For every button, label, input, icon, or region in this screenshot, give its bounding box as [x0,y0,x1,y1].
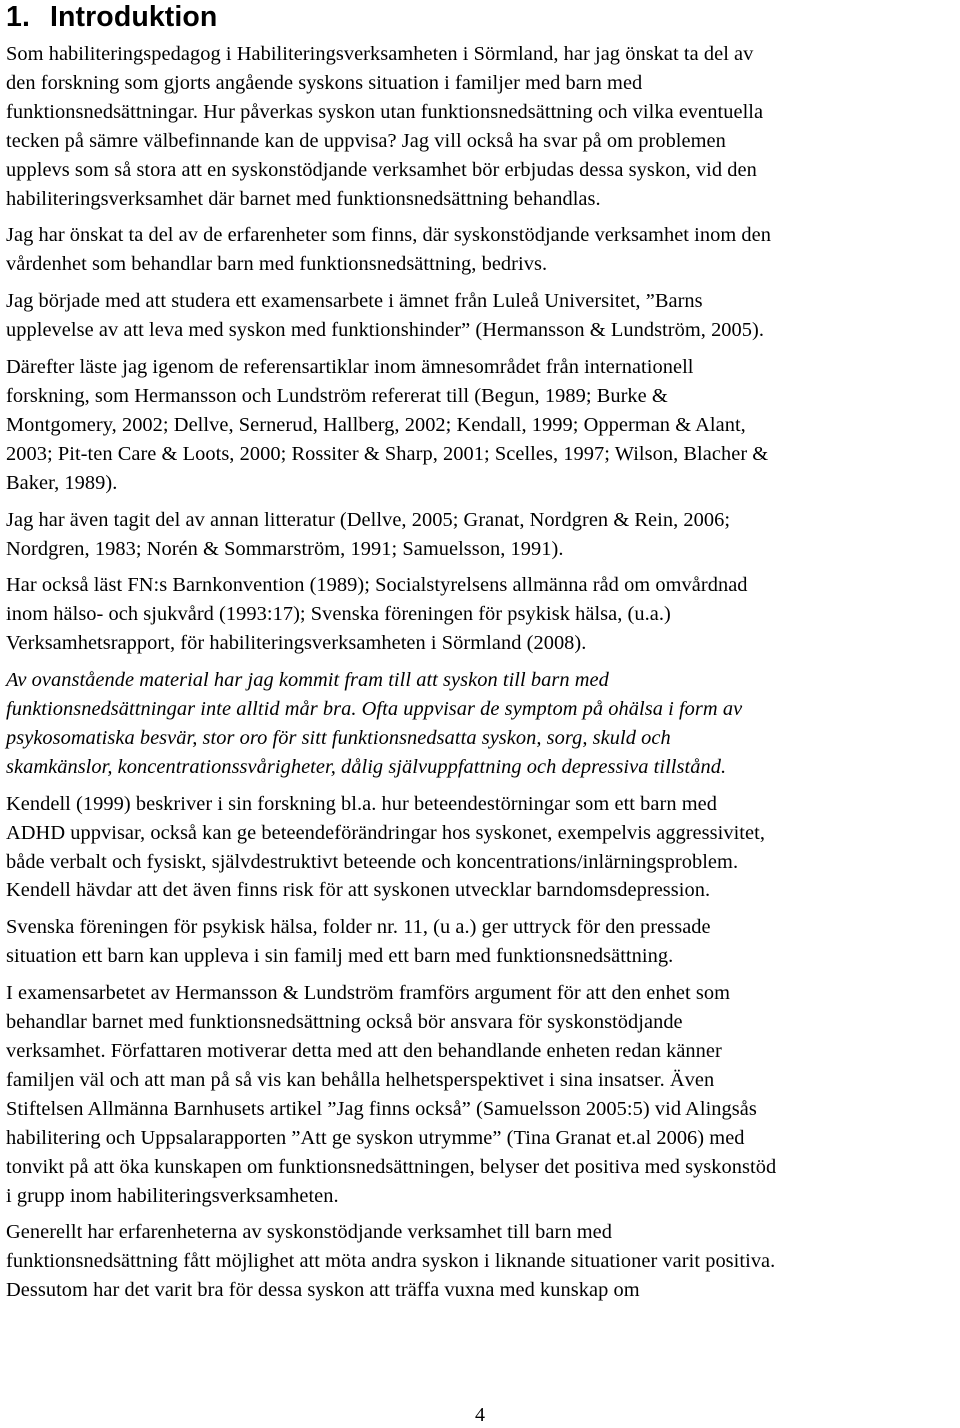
text-line: Av ovanstående material har jag kommit fram till att syskon till barn med [6,669,609,692]
section-title: Introduktion [50,1,218,33]
text-line: forskning, som Hermansson och Lundström refererat till (Begun, 1989; Burke & [6,384,668,407]
text-line: vårdenhet som behandlar barn med funktionsnedsättning, bedrivs. [6,253,548,276]
section-number: 1. [6,1,30,33]
paragraph [6,40,956,213]
text-line: både verbalt och fysiskt, självdestruktivt beteende och koncentrations/inlärningsproblem. [6,850,739,873]
text-line: I examensarbetet av Hermansson & Lundström framförs argument för att den enhet som [6,982,730,1005]
paragraph [6,571,956,658]
text-line: situation ett barn kan uppleva i sin familj med ett barn med funktionsnedsättning. [6,945,674,968]
text-line: i grupp inom habiliteringsverksamheten. [6,1184,339,1207]
paragraph [6,913,956,971]
text-line: tonvikt på att öka kunskapen om funktionsnedsättningen, belyser det positiva med syskonstöd [6,1155,777,1178]
paragraph [6,666,956,782]
text-line: Kendell (1999) beskriver i sin forskning bl.a. hur beteendestörningar som ett barn med [6,792,717,815]
paragraph [6,221,956,279]
text-line: Jag har önskat ta del av de erfarenheter som finns, där syskonstödjande verksamhet inom den [6,224,772,247]
text-line: Kendell hävdar att det även finns risk för att syskonen utvecklar barndomsdepression. [6,879,711,902]
paragraph [6,353,956,498]
text-line: inom hälso- och sjukvård (1993:17); Svenska föreningen för psykisk hälsa, (u.a.) [6,603,671,626]
text-line: habiliteringsverksamhet där barnet med funktionsnedsättning behandlas. [6,187,601,210]
paragraph [6,790,956,906]
paragraph [6,287,956,345]
section-heading [6,0,956,34]
text-line: Jag har även tagit del av annan litteratur (Dellve, 2005; Granat, Nordgren & Rein, 2006; [6,508,731,531]
text-line: Svenska föreningen för psykisk hälsa, folder nr. 11, (u a.) ger uttryck för den pressade [6,916,711,939]
text-line: Dessutom har det varit bra för dessa syskon att träffa vuxna med kunskap om [6,1279,640,1302]
text-line: verksamhet. Författaren motiverar detta med att den behandlande enheten redan känner [6,1040,722,1062]
text-line: tecken på sämre välbefinnande kan de uppvisa? Jag vill också ha svar på om problemen [6,129,726,152]
paragraph [6,506,956,564]
text-line: Generellt har erfarenheterna av syskonstödjande verksamhet till barn med [6,1221,613,1244]
text-line: funktionsnedsättningar inte alltid mår bra. Ofta uppvisar de symptom på ohälsa i form av [6,698,743,721]
text-line: Montgomery, 2002; Dellve, Sernerud, Hallberg, 2002; Kendall, 1999; Opperman & Alant, [6,413,746,436]
body-text [6,40,956,1305]
text-line: funktionsnedsättningar. Hur påverkas syskon utan funktionsnedsättning och vilka eventuella [6,100,764,123]
text-line: Som habiliteringspedagog i Habiliteringsverksamheten i Sörmland, har jag önskat ta del av [6,43,754,65]
text-line: ADHD uppvisar, också kan ge beteendeförändringar hos syskonet, exempelvis aggressivitet, [6,821,765,844]
text-line: funktionsnedsättning fått möjlighet att möta andra syskon i liknande situationer varit positiva. [6,1250,776,1273]
paragraph [6,979,956,1210]
text-line: familjen väl och att man på så vis kan behålla helhetsperspektivet i sina insatser. Även [6,1068,715,1091]
text-line: den forskning som gjorts angående syskons situation i familjer med barn med [6,71,643,94]
text-line: upplevs som så stora att en syskonstödjande verksamhet bör erbjudas dessa syskon, vid den [6,158,757,181]
paragraph [6,1218,956,1305]
text-line: Baker, 1989). [6,471,118,494]
document-page [6,0,956,1305]
text-line: behandlar barnet med funktionsnedsättning också bör ansvara för syskonstödjande [6,1011,683,1034]
text-line: habilitering och Uppsalarapporten ”Att ge syskon utrymme” (Tina Granat et.al 2006) med [6,1126,745,1149]
text-line: psykosomatiska besvär, stor oro för sitt funktionsnedsatta syskon, sorg, skuld och [6,726,671,749]
page-number: 4 [475,1404,485,1426]
text-line: upplevelse av att leva med syskon med funktionshinder” (Hermansson & Lundström, 2005). [6,319,765,342]
text-line: Nordgren, 1983; Norén & Sommarström, 1991; Samuelsson, 1991). [6,537,564,560]
text-line: Därefter läste jag igenom de referensartiklar inom ämnesområdet från internationell [6,356,694,379]
text-line: Jag började med att studera ett examensarbete i ämnet från Luleå Universitet, ”Barns [6,290,703,313]
text-line: Har också läst FN:s Barnkonvention (1989); Socialstyrelsens allmänna råd om omvårdnad [6,574,748,597]
text-line: Verksamhetsrapport, för habiliteringsverksamheten i Sörmland (2008). [6,632,587,655]
text-line: Stiftelsen Allmänna Barnhusets artikel ”Jag finns också” (Samuelsson 2005:5) vid Alingsås [6,1097,757,1120]
text-line: skamkänslor, koncentrationssvårigheter, dålig självuppfattning och depressiva tillstånd. [6,755,727,778]
text-line: 2003; Pit-ten Care & Loots, 2000; Rossiter & Sharp, 2001; Scelles, 1997; Wilson, Blacher & [6,442,769,465]
